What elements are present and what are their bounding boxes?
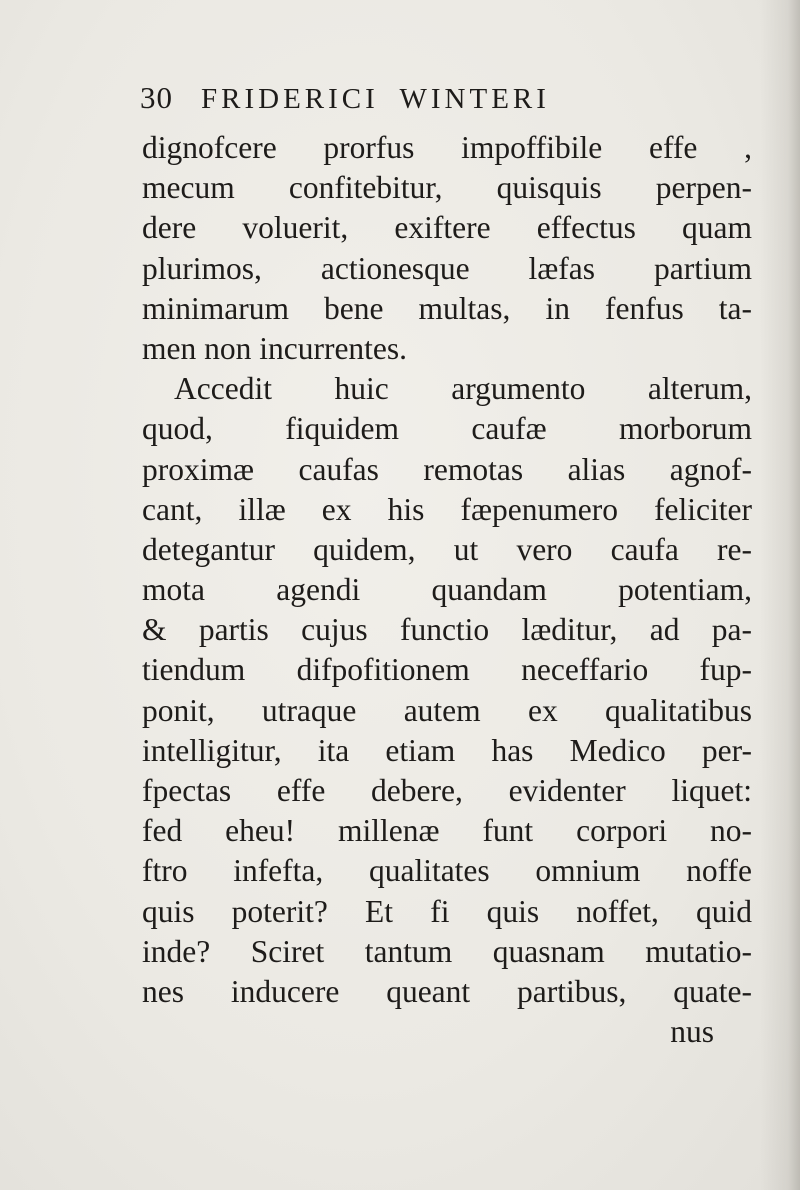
text-line: mecum confitebitur, quisquis perpen- bbox=[142, 170, 752, 206]
text-line: tiendum difpofitionem neceffario fup- bbox=[142, 652, 752, 688]
text-line: ponit, utraque autem ex qualitatibus bbox=[142, 692, 752, 728]
text-line: fpectas effe debere, evidenter liquet: bbox=[142, 773, 752, 808]
text-line: inde? Sciret tantum quasnam mutatio- bbox=[142, 933, 752, 969]
page-edge-shadow bbox=[760, 0, 800, 1190]
text-line: men non incurrentes. bbox=[142, 330, 408, 366]
text-line: detegantur quidem, ut vero caufa re- bbox=[142, 531, 752, 567]
text-line: plurimos, actionesque læfas partium bbox=[142, 250, 752, 286]
text-line: cant, illæ ex his fæpenumero feliciter bbox=[142, 491, 752, 527]
text-line: intelligitur, ita etiam has Medico per- bbox=[142, 732, 752, 768]
text-line: & partis cujus functio læditur, ad pa- bbox=[142, 612, 752, 648]
catchword: nus bbox=[670, 1014, 714, 1050]
text-line: mota agendi quandam potentiam, bbox=[142, 572, 752, 608]
text-line: quod, fiquidem caufæ morborum bbox=[142, 411, 752, 447]
text-line: ftro infefta, qualitates omnium noffe bbox=[142, 853, 752, 889]
page-header bbox=[140, 80, 550, 124]
text-line: fed eheu! millenæ funt corpori no- bbox=[142, 813, 752, 849]
page-number: 30 bbox=[140, 80, 173, 115]
text-line: proximæ caufas remotas alias agnof- bbox=[142, 451, 752, 487]
text-line: dignofcere prorfus impoffibile effe , bbox=[142, 130, 752, 165]
running-head: FRIDERICI WINTERI bbox=[201, 83, 550, 115]
text-line: nes inducere queant partibus, quate- bbox=[142, 973, 752, 1009]
paragraph-start-line: Accedit huic argumento alterum, bbox=[174, 371, 752, 407]
text-line: quis poterit? Et fi quis noffet, quid bbox=[142, 893, 752, 929]
body-text bbox=[142, 128, 752, 1052]
text-line: dere voluerit, exiftere effectus quam bbox=[142, 210, 752, 246]
text-line: minimarum bene multas, in fenfus ta- bbox=[142, 290, 752, 326]
